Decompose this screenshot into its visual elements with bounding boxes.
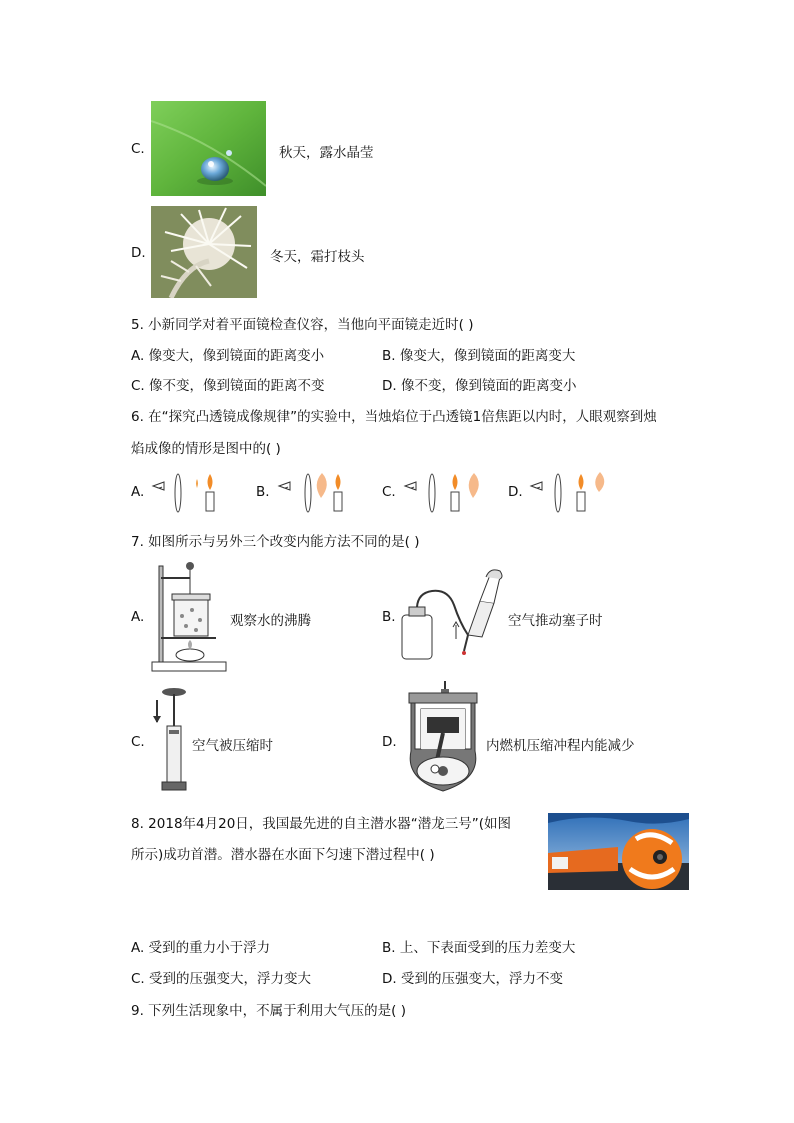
option-c-letter: C. xyxy=(131,141,145,157)
q6-figure-b xyxy=(276,472,348,514)
q6-option-b-letter: B. xyxy=(256,484,270,500)
q6-figure-a xyxy=(150,472,220,514)
q5-option-b: B. 像变大，像到镜面的距离变大 xyxy=(382,348,576,364)
q6-stem-line1: 6. 在“探究凸透镜成像规律”的实验中，当烛焰位于凸透镜1倍焦距以内时，人眼观察到烛 xyxy=(131,409,657,425)
q8-stem-line2: 所示)成功首潜。潜水器在水面下匀速下潜过程中( ) xyxy=(131,847,435,863)
air-pushes-plug-apparatus xyxy=(398,565,508,663)
q7-option-d-letter: D. xyxy=(382,734,397,750)
q5-stem: 5. 小新同学对着平面镜检查仪容，当他向平面镜走近时( ) xyxy=(131,317,474,333)
q8-option-d: D. 受到的压强变大，浮力不变 xyxy=(382,971,563,987)
q6-stem-line2: 焰成像的情形是图中的( ) xyxy=(131,441,281,457)
q6-figure-d xyxy=(528,472,612,514)
q6-option-a-letter: A. xyxy=(131,484,145,500)
q6-option-d-letter: D. xyxy=(508,484,523,500)
q5-option-c: C. 像不变，像到镜面的距离不变 xyxy=(131,378,325,394)
q8-option-a: A. 受到的重力小于浮力 xyxy=(131,940,271,956)
q7-option-c-letter: C. xyxy=(131,734,145,750)
air-compression-tube xyxy=(150,686,190,792)
q6-figure-c xyxy=(402,472,486,514)
q7-option-a-text: 观察水的沸腾 xyxy=(230,613,311,629)
engine-compression-stroke xyxy=(401,679,485,795)
frost-photo xyxy=(151,206,257,298)
q6-option-c-letter: C. xyxy=(382,484,396,500)
q8-stem-line1: 8. 2018年4月20日，我国最先进的自主潜水器“潜龙三号”(如图 xyxy=(131,816,512,832)
option-c-text: 秋天，露水晶莹 xyxy=(279,145,374,161)
q7-option-b-text: 空气推动塞子时 xyxy=(508,613,603,629)
q5-option-a: A. 像变大，像到镜面的距离变小 xyxy=(131,348,325,364)
q8-option-c: C. 受到的压强变大，浮力变大 xyxy=(131,971,312,987)
option-d-text: 冬天，霜打枝头 xyxy=(270,249,365,265)
dewdrop-photo xyxy=(151,101,266,196)
option-d-letter: D. xyxy=(131,245,146,261)
q7-option-d-text: 内燃机压缩冲程内能减少 xyxy=(486,738,635,754)
boiling-water-apparatus xyxy=(150,558,228,674)
q9-stem: 9. 下列生活现象中，不属于利用大气压的是( ) xyxy=(131,1003,406,1019)
q7-stem: 7. 如图所示与另外三个改变内能方法不同的是( ) xyxy=(131,534,420,550)
q8-option-b: B. 上、下表面受到的压力差变大 xyxy=(382,940,576,956)
q5-option-d: D. 像不变，像到镜面的距离变小 xyxy=(382,378,577,394)
q7-option-c-text: 空气被压缩时 xyxy=(192,738,273,754)
submersible-photo xyxy=(548,813,689,890)
q7-option-b-letter: B. xyxy=(382,609,396,625)
q7-option-a-letter: A. xyxy=(131,609,145,625)
